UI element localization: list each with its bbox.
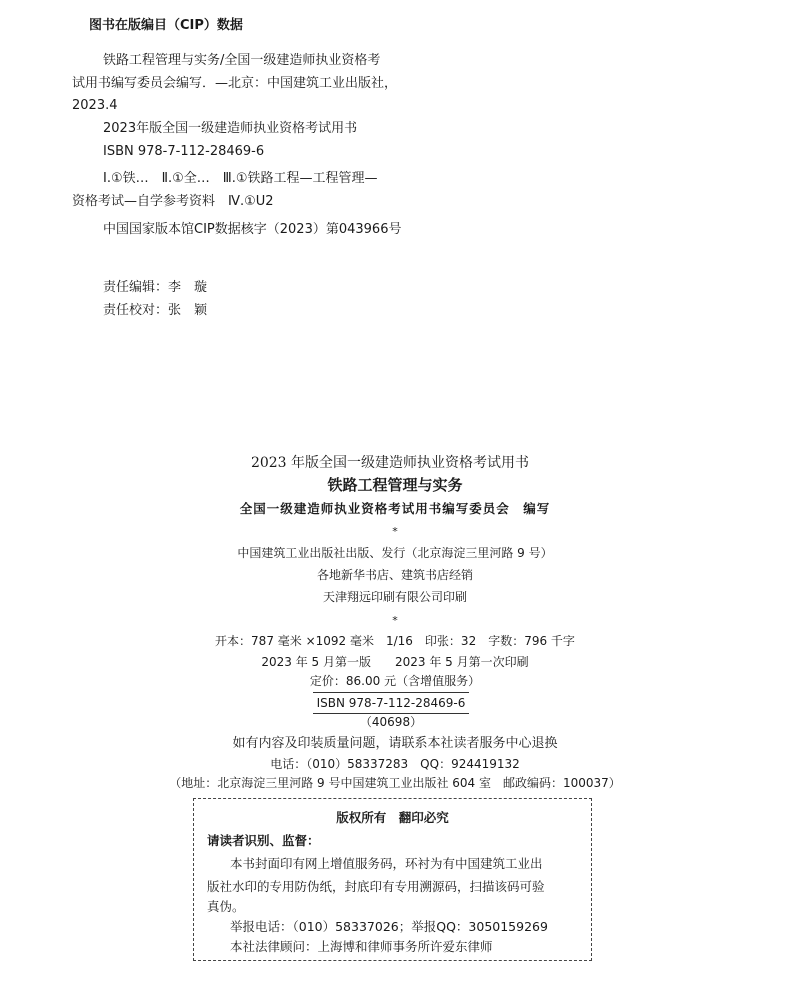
cip-line-1: 铁路工程管理与实务/全国一级建造师执业资格考: [103, 53, 381, 68]
publisher-line: 中国建筑工业出版社出版、发行（北京海淀三里河路 9 号）: [237, 546, 553, 560]
notice-body-2: 版社水印的专用防伪纸，封底印有专用溯源码，扫描该码可验: [207, 879, 545, 894]
copyright-title: 版权所有 翻印必究: [336, 810, 449, 825]
colophon-isbn: ISBN 978-7-112-28469-6: [316, 696, 466, 710]
separator-star-2: *: [392, 614, 398, 627]
service-phone: 电话：（010）58337283 QQ：924419132: [270, 757, 520, 771]
notice-body-1: 本书封面印有网上增值服务码，环衬为有中国建筑工业出: [230, 856, 543, 871]
format-line: 开本：787 毫米 ×1092 毫米 1/16 印张：32 字数：796 千字: [215, 634, 575, 648]
cip-isbn: ISBN 978-7-112-28469-6: [103, 144, 265, 159]
distributor-line: 各地新华书店、建筑书店经销: [316, 568, 473, 582]
printer-line: 天津翔远印刷有限公司印刷: [322, 590, 467, 604]
cip-line-7: 资格考试—自学参考资料 Ⅳ.①U2: [72, 194, 274, 209]
series-title: 2023 年版全国一级建造师执业资格考试用书: [250, 455, 530, 471]
separator-star-1: *: [392, 525, 398, 538]
edition-line: 2023 年 5 月第一版 2023 年 5 月第一次印刷: [261, 655, 529, 669]
notice-body-3: 真伪。: [207, 899, 245, 914]
responsible-proofreader: 责任校对：张 颖: [103, 303, 208, 318]
cip-title: 图书在版编目（CIP）数据: [89, 18, 243, 33]
cip-line-4: 2023年版全国一级建造师执业资格考试用书: [103, 121, 358, 136]
book-title: 铁路工程管理与实务: [327, 476, 463, 494]
legal-counsel: 本社法律顾问：上海博和律师事务所许爱东律师: [230, 939, 493, 954]
address-line: （地址：北京海淀三里河路 9 号中国建筑工业出版社 604 室 邮政编码：100037）: [169, 776, 621, 790]
isbn-rule-top: [313, 692, 469, 693]
book-code: （40698）: [359, 715, 423, 729]
price-line: 定价：86.00 元（含增值服务）: [309, 674, 481, 688]
quality-notice: 如有内容及印装质量问题，请联系本社读者服务中心退换: [232, 736, 558, 751]
cip-number: 中国国家版本馆CIP数据核字（2023）第043966号: [103, 222, 402, 237]
copyright-notice-box: [193, 798, 592, 961]
author-line: 全国一级建造师执业资格考试用书编写委员会 编写: [239, 501, 551, 516]
notice-heading: 请读者识别、监督：: [207, 833, 320, 848]
cip-line-3: 2023.4: [72, 98, 118, 113]
cip-line-2: 试用书编写委员会编写．—北京：中国建筑工业出版社，: [72, 76, 398, 91]
report-contact: 举报电话：（010）58337026；举报QQ：3050159269: [230, 919, 548, 934]
cip-line-6: Ⅰ.①铁… Ⅱ.①全… Ⅲ.①铁路工程—工程管理—: [103, 171, 378, 186]
responsible-editor: 责任编辑：李 璇: [103, 280, 208, 295]
